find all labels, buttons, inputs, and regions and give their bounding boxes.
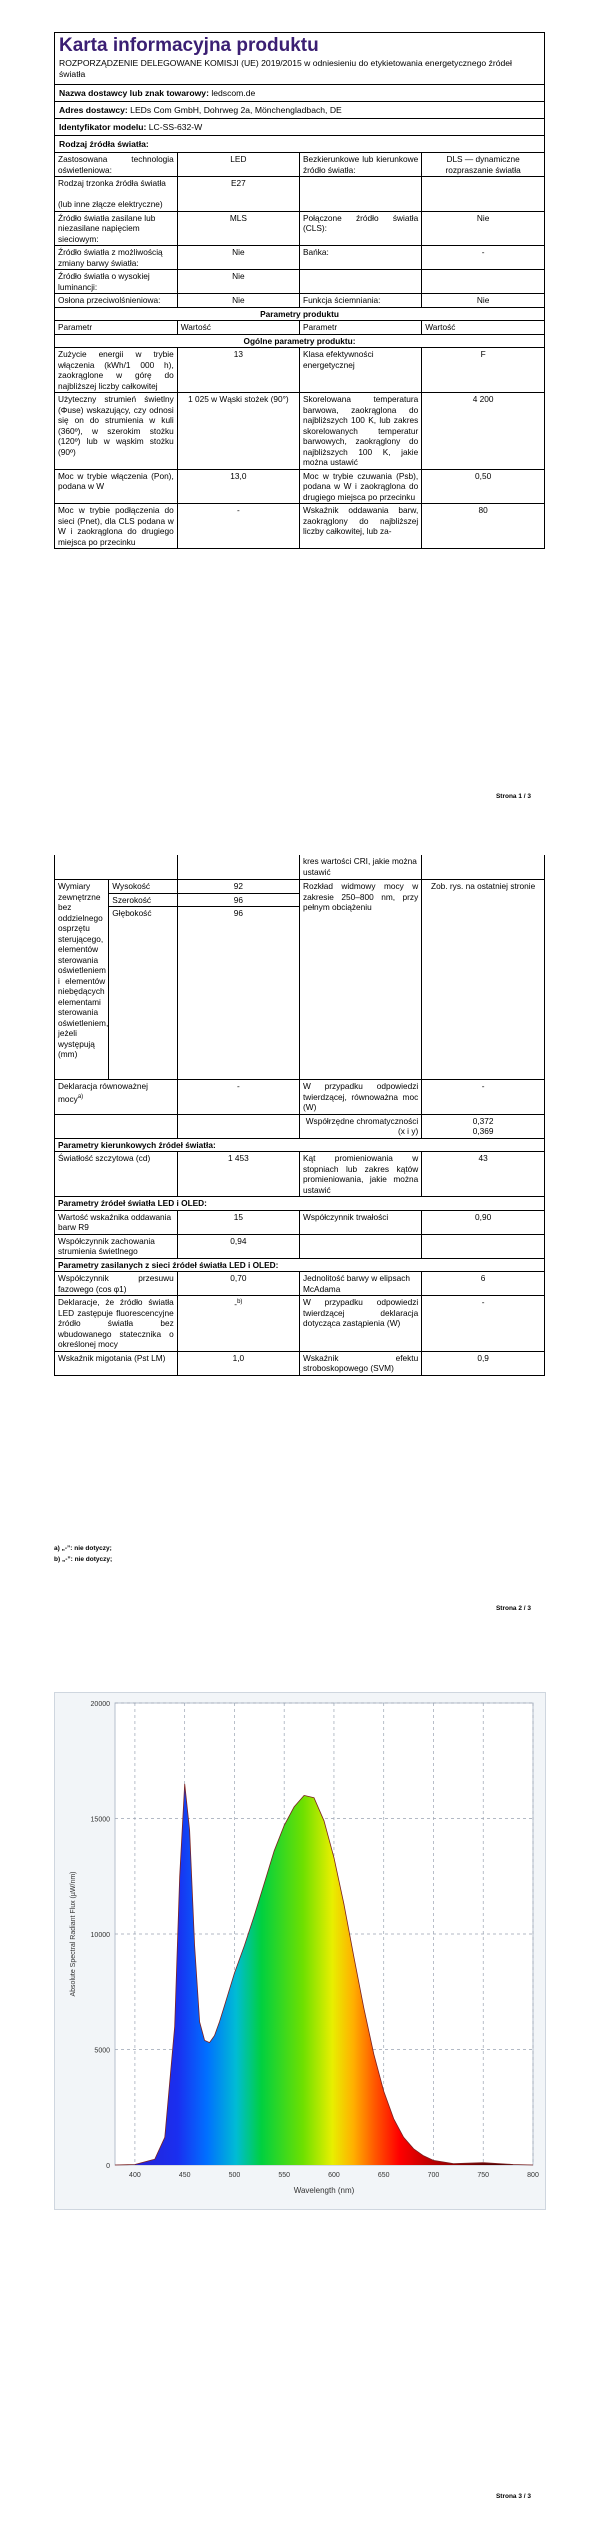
cell-empty [422,177,544,212]
replacement-value: - [234,1298,238,1309]
cell-label: Współrzędne chromatyczności (x i y) [299,1114,421,1138]
cell-value: 0,94 [177,1234,299,1258]
cell-label: Światłość szczytowa (cd) [55,1152,177,1197]
light-source-table [55,153,544,548]
cell-empty [55,1114,177,1138]
table-row [55,1152,544,1197]
params-table-continued [55,855,544,1375]
cell-label: Deklaracje, że źródło światła LED zastępuje fluorescencyjne źródło światła bez wbudowanego statecznika o określonej mocy [55,1296,177,1352]
page-title: Karta informacyjna produktu [59,35,319,56]
supplier-address-value: LEDs Com GmbH, Dohrweg 2a, Mönchengladbach, DE [130,105,342,115]
cell-empty [299,1234,421,1258]
x-tick-label: 800 [527,2172,539,2179]
column-header: Parametr [55,321,177,335]
cell-label: Funkcja ściemniania: [300,294,422,308]
table-row [55,1234,544,1258]
cell-empty [177,855,299,880]
table-row [55,1197,544,1211]
cell-label: Wartość wskaźnika oddawania barw R9 [55,1210,177,1234]
cell-value: 1 453 [177,1152,299,1197]
page-2 [0,855,595,1635]
cell-label: Wskaźnik migotania (Pst LM) [55,1351,177,1375]
cell-value: - [422,1080,544,1115]
light-source-type-heading: Rodzaj źródła światła: [55,136,544,153]
x-tick-label: 750 [477,2172,490,2179]
supplier-name-value: ledscom.de [211,88,256,98]
model-id-label: Identyfikator modelu: [59,122,147,132]
y-axis-ticks [91,1701,111,2170]
cell-value: 15 [177,1210,299,1234]
cell-label: Jednolitość barwy w elipsach McAdama [299,1272,421,1296]
cell-label: Użyteczny strumień świetlny (Φuse) wskazujący, czy odnosi się on do strumienia w kuli (360º), w szerokim stożku (120º) lub w wąskim stożku (90º) [55,393,177,470]
table-row [55,334,544,348]
regulation-text: ROZPORZĄDZENIE DELEGOWANE KOMISJI (UE) 2019/2015 w odniesieniu do etykietowania energetycznego źródeł światła [55,58,544,85]
cell-label [55,1080,177,1115]
cell-value: 43 [422,1152,544,1197]
cell-value: - [177,504,299,549]
product-info-sheet [54,32,545,549]
cell-empty [300,177,422,212]
column-header: Wartość [177,321,299,335]
cell-empty [422,1234,544,1258]
cell-value: 1 025 w Wąski stożek (90°) [177,393,299,470]
table-row [55,880,544,894]
cell-label: Bezkierunkowe lub kierunkowe źródło światła: [300,153,422,177]
cell-label: Skorelowana temperatura barwowa, zaokrąglona do najbliższych 100 K, lub zakres skorelowanych temperatur barwowych, zaokrąglony do najbliższych 100 K, jakie można ustawić [300,393,422,470]
cell-value: 1,0 [177,1351,299,1375]
cell-value: MLS [177,211,299,246]
y-tick-label: 0 [106,2163,110,2170]
cell-label: Źródło światła zasilane lub niezasilane napięciem sieciowym: [55,211,177,246]
page-1 [0,0,595,820]
cell-label: Źródło światła o wysokiej luminancji: [55,270,177,294]
table-header-row [55,321,544,335]
x-axis-ticks [129,2172,539,2179]
cell-empty [422,855,544,880]
dimension-name: Głębokość [109,907,177,1080]
x-axis-label: Wavelength (nm) [293,2186,355,2195]
table-row [55,1080,544,1115]
cell-value: 0,50 [422,469,544,504]
cell-label: W przypadku odpowiedzi twierdzącej deklaracja dotycząca zastąpienia (W) [299,1296,421,1352]
table-row [55,153,544,177]
dimension-name: Szerokość [109,893,177,907]
table-row [55,246,544,270]
product-info-sheet-continued [54,855,545,1376]
cell-label: Współczynnik trwałości [299,1210,421,1234]
x-tick-label: 550 [278,2172,291,2179]
table-row [55,504,544,549]
cell-value [422,1114,544,1138]
table-row [55,855,544,880]
table-row [55,469,544,504]
dimensions-label: Wymiary zewnętrzne bez oddzielnego osprzętu sterującego, elementów sterowania oświetleniem i elementów niebędących elementami sterowania oświetleniem, jeżeli występują (mm) [55,880,109,1080]
cell-label [55,177,177,212]
cell-label: Połączone źródło światła (CLS): [300,211,422,246]
cell-label: kres wartości CRI, jakie można ustawić [299,855,421,880]
cell-label: Współczynnik zachowania strumienia świetlnego [55,1234,177,1258]
cell-label: Kąt promieniowania w stopniach lub zakres kątów promieniowania, jakie można ustawić [299,1152,421,1197]
dimension-name: Wysokość [109,880,177,894]
x-tick-label: 400 [129,2172,141,2179]
table-row [55,1258,544,1272]
y-axis-label: Absolute Spectral Radiant Flux (µW/nm) [70,1871,77,1997]
cell-label: Wskaźnik oddawania barw, zaokrąglony do najbliższej liczby całkowitej, lub za- [300,504,422,549]
x-tick-label: 500 [228,2172,241,2179]
table-row [55,1272,544,1296]
supplier-address-label: Adres dostawcy: [59,105,128,115]
x-tick-label: 600 [328,2172,340,2179]
cell-value: 6 [422,1272,544,1296]
cell-value: DLS — dynamiczne rozpraszanie światła [422,153,544,177]
table-row [55,294,544,308]
dimension-value: 92 [177,880,299,894]
cell-empty [55,855,177,880]
cell-empty [177,1114,299,1138]
cell-label: Zużycie energii w trybie włączenia (kWh/1 000 h), zaokrąglone w górę do najbliższej liczby całkowitej [55,348,177,393]
spectrum-chart-frame [54,1692,546,2210]
spectral-distribution-chart [55,1693,543,2207]
table-row [55,1351,544,1375]
footnote-ref: a) [77,1093,84,1100]
y-tick-label: 20000 [90,1701,110,1708]
cell-label: W przypadku odpowiedzi twierdzącej, równoważna moc (W) [299,1080,421,1115]
cell-empty [300,270,422,294]
cell-value: 0,90 [422,1210,544,1234]
cell-value: 13,0 [177,469,299,504]
base-type-sublabel: (lub inne złącze elektryczne) [58,199,163,209]
cell-label: Klasa efektywności energetycznej [300,348,422,393]
cell-value: F [422,348,544,393]
x-tick-label: 650 [377,2172,390,2179]
model-id-row [55,119,544,136]
page-number: Strona 1 / 3 [495,793,531,800]
footnote-b: b) „-”: nie dotyczy; [54,1556,113,1563]
cell-value: Nie [422,294,544,308]
table-row [55,1296,544,1352]
cell-value: Nie [177,270,299,294]
mains-params-heading: Parametry zasilanych z sieci źródeł światła LED i OLED: [55,1258,544,1272]
table-row [55,177,544,212]
cell-value: LED [177,153,299,177]
base-type-label: Rodzaj trzonka źródła światła [58,178,166,188]
cell-empty [422,270,544,294]
cell-value: E27 [177,177,299,212]
cell-value: 80 [422,504,544,549]
cell-label: Wskaźnik efektu stroboskopowego (SVM) [299,1351,421,1375]
general-params-heading: Ogólne parametry produktu: [55,334,544,348]
cell-label: Rozkład widmowy mocy w zakresie 250–800 nm, przy pełnym obciążeniu [299,880,421,1080]
supplier-name-row [55,85,544,102]
footnote-ref: b) [237,1299,243,1305]
cell-value: Zob. rys. na ostatniej stronie [422,880,544,1080]
cell-value: 13 [177,348,299,393]
cell-label: Moc w trybie czuwania (Psb), podana w W i zaokrąglona do drugiego miejsca po przecinku [300,469,422,504]
footnotes [54,1543,112,1565]
supplier-name-label: Nazwa dostawcy lub znak towarowy: [59,88,209,98]
cell-value: - [177,1080,299,1115]
cell-value: 4 200 [422,393,544,470]
y-tick-label: 5000 [94,2047,110,2055]
directional-params-heading: Parametry kierunkowych źródeł światła: [55,1138,544,1152]
cell-label: Źródło światła z możliwością zmiany barwy światła: [55,246,177,270]
cell-value: - [422,246,544,270]
page-3 [0,1670,595,2526]
table-row [55,1210,544,1234]
led-params-heading: Parametry źródeł światła LED i OLED: [55,1197,544,1211]
dimension-value: 96 [177,907,299,1080]
table-row [55,1114,544,1138]
footnote-a: a) „-”: nie dotyczy; [54,1545,112,1552]
table-row [55,307,544,321]
cell-value: Nie [177,246,299,270]
page-number: Strona 3 / 3 [495,2493,531,2500]
cell-value: 0,70 [177,1272,299,1296]
cell-label: Moc w trybie włączenia (Pon), podana w W [55,469,177,504]
dimension-value: 96 [177,893,299,907]
cell-value: 0,9 [422,1351,544,1375]
column-header: Parametr [300,321,422,335]
cell-label: Współczynnik przesuwu fazowego (cos φ1) [55,1272,177,1296]
cell-label: Osłona przeciwolśnieniowa: [55,294,177,308]
table-row [55,393,544,470]
table-row [55,348,544,393]
y-tick-label: 10000 [90,1932,110,1939]
table-row [55,1138,544,1152]
cell-label: Zastosowana technologia oświetleniowa: [55,153,177,177]
model-id-value: LC-SS-632-W [148,122,203,132]
cell-value [177,1296,299,1352]
table-row [55,211,544,246]
cell-value: Nie [177,294,299,308]
cell-label: Moc w trybie podłączenia do sieci (Pnet), dla CLS podana w W i zaokrąglona do drugiego miejsca po przecinku [55,504,177,549]
cell-value: Nie [422,211,544,246]
equivalent-power-label: Deklaracja równoważnej mocy [58,1081,148,1104]
column-header: Wartość [422,321,544,335]
y-tick-label: 15000 [90,1816,110,1824]
x-tick-label: 450 [178,2172,191,2179]
supplier-address-row [55,102,544,119]
chroma-x: 0,372 [472,1115,494,1126]
cell-value: - [422,1296,544,1352]
cell-label: Bańka: [300,246,422,270]
page-number: Strona 2 / 3 [495,1605,531,1612]
x-tick-label: 700 [427,2172,440,2179]
params-heading: Parametry produktu [55,307,544,321]
table-row [55,270,544,294]
chroma-y: 0,369 [472,1126,494,1136]
